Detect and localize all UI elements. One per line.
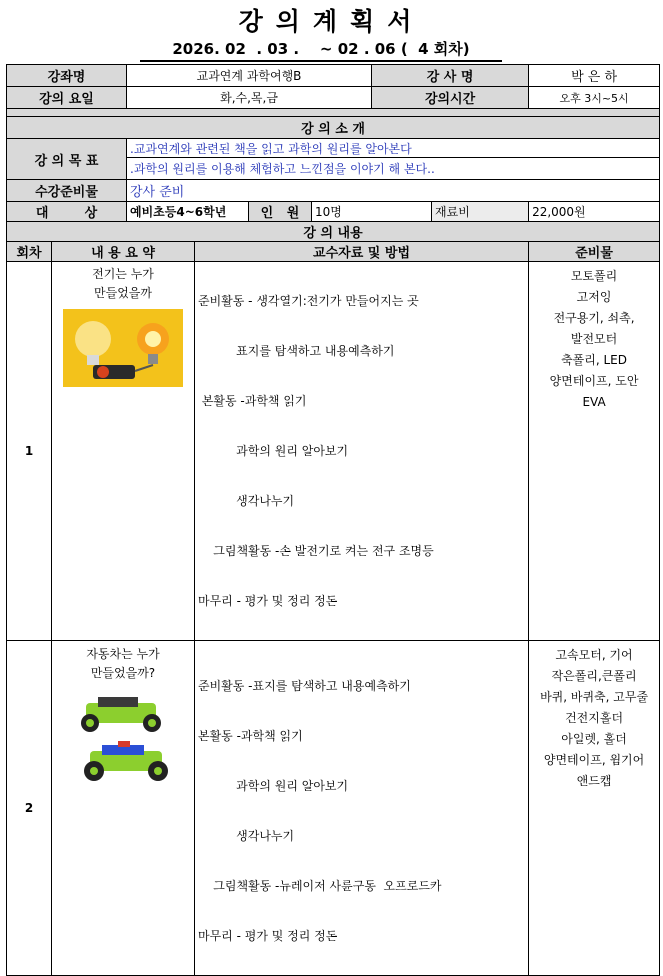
material-item: 양면테이프, 윔기어 [543, 753, 645, 767]
intro-header: 강 의 소 개 [7, 117, 660, 139]
session-1-methods [195, 262, 529, 641]
session-2-summary-line: 자동차는 누가 [86, 647, 160, 661]
target-value: 예비초등4~6학년 [127, 202, 249, 222]
method-line: 마무리 - 평가 및 정리 정돈 [198, 929, 338, 943]
material-item: 아일렛, 홀더 [561, 732, 627, 746]
time-value: 오후 3시~5시 [529, 87, 660, 109]
session-2-number: 2 [7, 641, 52, 976]
days-value: 화,수,목,금 [127, 87, 372, 109]
material-item: 발전모터 [570, 332, 618, 346]
method-line: 그림책활동 -손 발전기로 켜는 전구 조명등 [198, 544, 434, 558]
session-1-number: 1 [7, 262, 52, 641]
course-value: 교과연계 과학여행B [127, 65, 372, 87]
teacher-label: 강 사 명 [372, 65, 529, 87]
goal-label: 강 의 목 표 [7, 139, 127, 180]
col-summary: 내 용 요 약 [52, 242, 195, 262]
fee-label: 재료비 [432, 202, 529, 222]
session-2-summary [52, 641, 195, 976]
material-item: 고속모터, 기어 [555, 648, 633, 662]
target-label: 대 상 [7, 202, 127, 222]
prep-label: 수강준비물 [7, 180, 127, 202]
method-line: 준비활동 -표지를 탐색하고 내용예측하기 [198, 679, 411, 693]
people-value: 10명 [312, 202, 432, 222]
time-label: 강의시간 [372, 87, 529, 109]
session-2-materials [529, 641, 660, 976]
prep-value: 강사 준비 [127, 180, 660, 202]
method-line: 그림책활동 -뉴레이저 사륜구동 오프로드카 [198, 879, 442, 893]
material-item: 앤드캡 [576, 774, 612, 788]
course-period: 2026. 02 . 03 . ~ 02 . 06 ( 4 회차) [140, 38, 502, 62]
method-line: 본활동 -과학책 읽기 [198, 394, 307, 408]
method-line: 본활동 -과학책 읽기 [198, 729, 303, 743]
document-title: 강의계획서 [238, 7, 425, 36]
material-item: 바퀴, 바퀴축, 고무줄 [540, 690, 649, 704]
session-2-methods [195, 641, 529, 976]
method-line: 과학의 원리 알아보기 [198, 779, 349, 793]
content-header: 강 의 내용 [7, 222, 660, 242]
session-1-materials [529, 262, 660, 641]
col-materials: 준비물 [529, 242, 660, 262]
session-1-summary [52, 262, 195, 641]
method-line: 생각나누기 [198, 494, 295, 508]
material-item: 모토폴리 [570, 269, 618, 283]
goal-line-2: .과학의 원리를 이용해 체험하고 느낀점을 이야기 해 본다.. [127, 158, 660, 180]
days-label: 강의 요일 [7, 87, 127, 109]
method-line: 생각나누기 [198, 829, 295, 843]
method-line: 마무리 - 평가 및 정리 정돈 [198, 594, 338, 608]
people-label: 인 원 [249, 202, 312, 222]
method-line: 표지를 탐색하고 내용예측하기 [198, 344, 395, 358]
material-item: EVA [582, 395, 606, 409]
light-bulb-image [63, 309, 183, 387]
session-1-summary-line: 만들었을까 [94, 286, 152, 300]
material-item: 축폴리, LED [561, 353, 628, 367]
lesson-plan-table [6, 64, 660, 976]
fee-value: 22,000원 [529, 202, 660, 222]
material-item: 전구용기, 쇠촉, [553, 311, 635, 325]
material-item: 작은폴리,큰폴리 [551, 669, 637, 683]
session-2-summary-line: 만들었을까? [90, 666, 156, 680]
material-item: 고저잉 [576, 290, 612, 304]
material-item: 양면테이프, 도안 [549, 374, 639, 388]
method-line: 준비활동 - 생각열기:전기가 만들어지는 곳 [198, 294, 419, 308]
material-item: 건전지홀더 [565, 711, 624, 725]
session-1-summary-line: 전기는 누가 [92, 267, 154, 281]
method-line: 과학의 원리 알아보기 [198, 444, 349, 458]
col-session: 회차 [7, 242, 52, 262]
course-label: 강좌명 [7, 65, 127, 87]
col-method: 교수자료 및 방법 [195, 242, 529, 262]
goal-line-1: .교과연계와 관련된 책을 읽고 과학의 원리를 알아본다 [127, 139, 660, 158]
teacher-value: 박 은 하 [529, 65, 660, 87]
toy-car-image [68, 689, 178, 784]
